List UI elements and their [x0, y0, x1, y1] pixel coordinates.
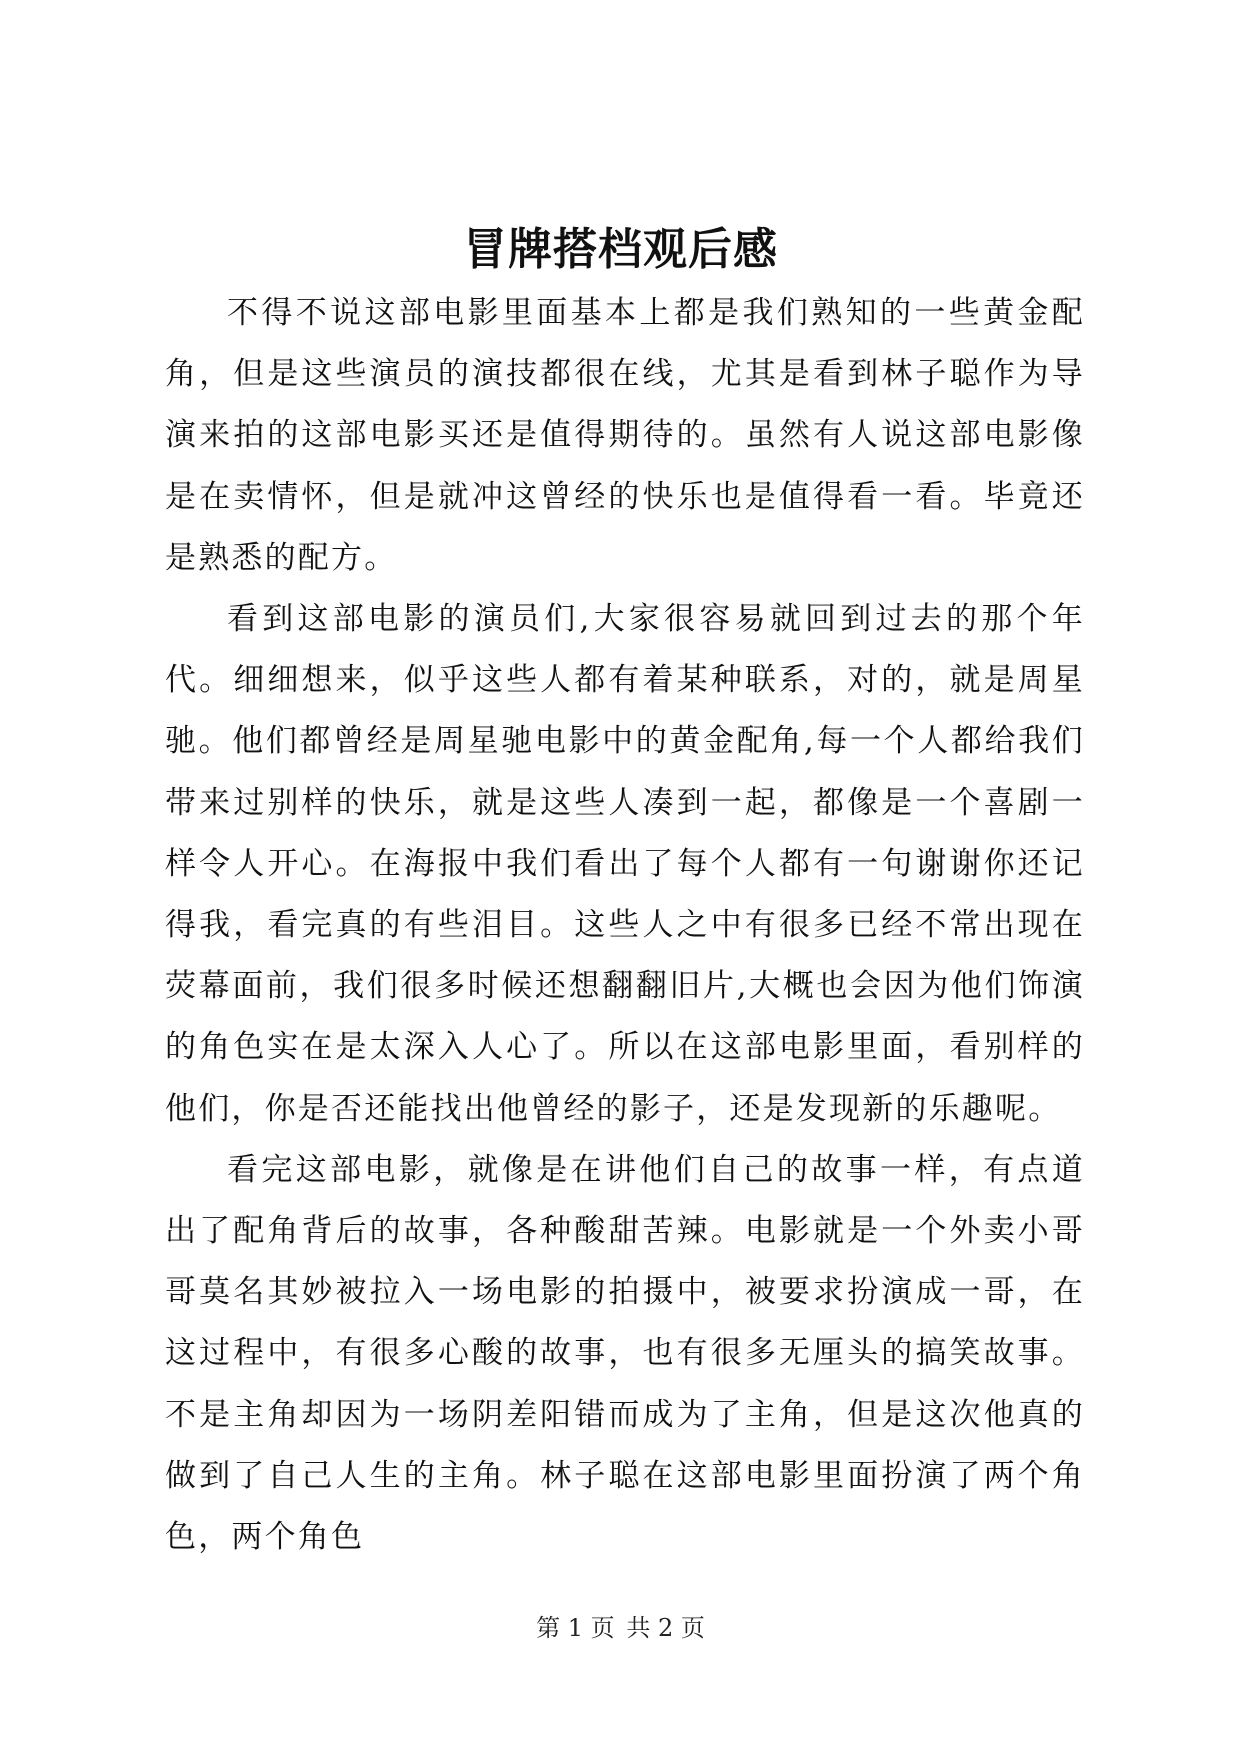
- page-footer: [0, 1612, 1241, 1644]
- page-number: 第 1 页: [536, 1614, 615, 1642]
- paragraph-1: 不得不说这部电影里面基本上都是我们熟知的一些黄金配角，但是这些演员的演技都很在线，尤其是看到林子聪作为导演来拍的这部电影买还是值得期待的。虽然有人说这部电影像是在卖情怀，但是就冲这曾经的快乐也是值得看一看。毕竟还是熟悉的配方。: [165, 295, 1085, 576]
- paragraph-2: 看到这部电影的演员们,大家很容易就回到过去的那个年代。细细想来，似乎这些人都有着某种联系，对的，就是周星驰。他们都曾经是周星驰电影中的黄金配角,每一个人都给我们带来过别样的快乐，就是这些人凑到一起，都像是一个喜剧一样令人开心。在海报中我们看出了每个人都有一句谢谢你还记得我，看完真的有些泪目。这些人之中有很多已经不常出现在荧幕面前，我们很多时候还想翻翻旧片,大概也会因为他们饰演的角色实在是太深入人心了。所以在这部电影里面，看别样的他们，你是否还能找出他曾经的影子，还是发现新的乐趣呢。: [165, 601, 1085, 1127]
- document-body: [165, 283, 1085, 1568]
- paragraph-3: 看完这部电影，就像是在讲他们自己的故事一样，有点道出了配角背后的故事，各种酸甜苦辣。电影就是一个外卖小哥哥莫名其妙被拉入一场电影的拍摄中，被要求扮演成一哥，在这过程中，有很多心酸的故事，也有很多无厘头的搞笑故事。不是主角却因为一场阴差阳错而成为了主角，但是这次他真的做到了自己人生的主角。林子聪在这部电影里面扮演了两个角色，两个角色: [165, 1151, 1085, 1556]
- page-total: 共 2 页: [626, 1614, 705, 1642]
- document-title: 冒牌搭档观后感: [463, 224, 778, 275]
